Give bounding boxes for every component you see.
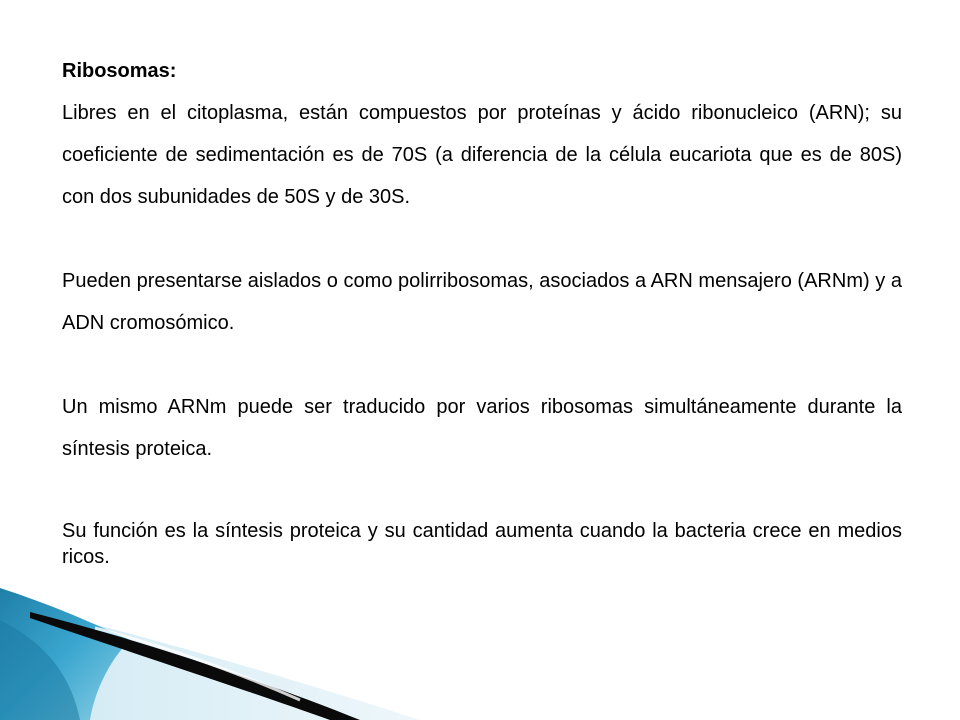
paragraph-ribosome-composition: Libres en el citoplasma, están compuestos por proteínas y ácido ribonucleico (ARN); su coeficiente de sedimentación es de 70S (a diferencia de la célula eucariota que es de 80S) con dos subunidades de 50S y de 30S. xyxy=(62,102,902,208)
paragraph-translation: Un mismo ARNm puede ser traducido por varios ribosomas simultáneamente durante la síntesis proteica. xyxy=(62,396,902,460)
swoosh-light-band xyxy=(0,600,420,720)
swoosh-black-stroke xyxy=(30,612,360,720)
slide-content xyxy=(62,58,902,570)
swoosh-white-highlight xyxy=(95,628,300,700)
swoosh-blue-lower xyxy=(0,620,80,720)
slide-title: Ribosomas: xyxy=(62,60,177,82)
swoosh-blue-band xyxy=(0,588,130,720)
paragraph-function: Su función es la síntesis proteica y su cantidad aumenta cuando la bacteria crece en medios ricos. xyxy=(62,520,902,568)
paragraph-polyribosomes: Pueden presentarse aislados o como polirribosomas, asociados a ARN mensajero (ARNm) y a ADN cromosómico. xyxy=(62,270,902,334)
